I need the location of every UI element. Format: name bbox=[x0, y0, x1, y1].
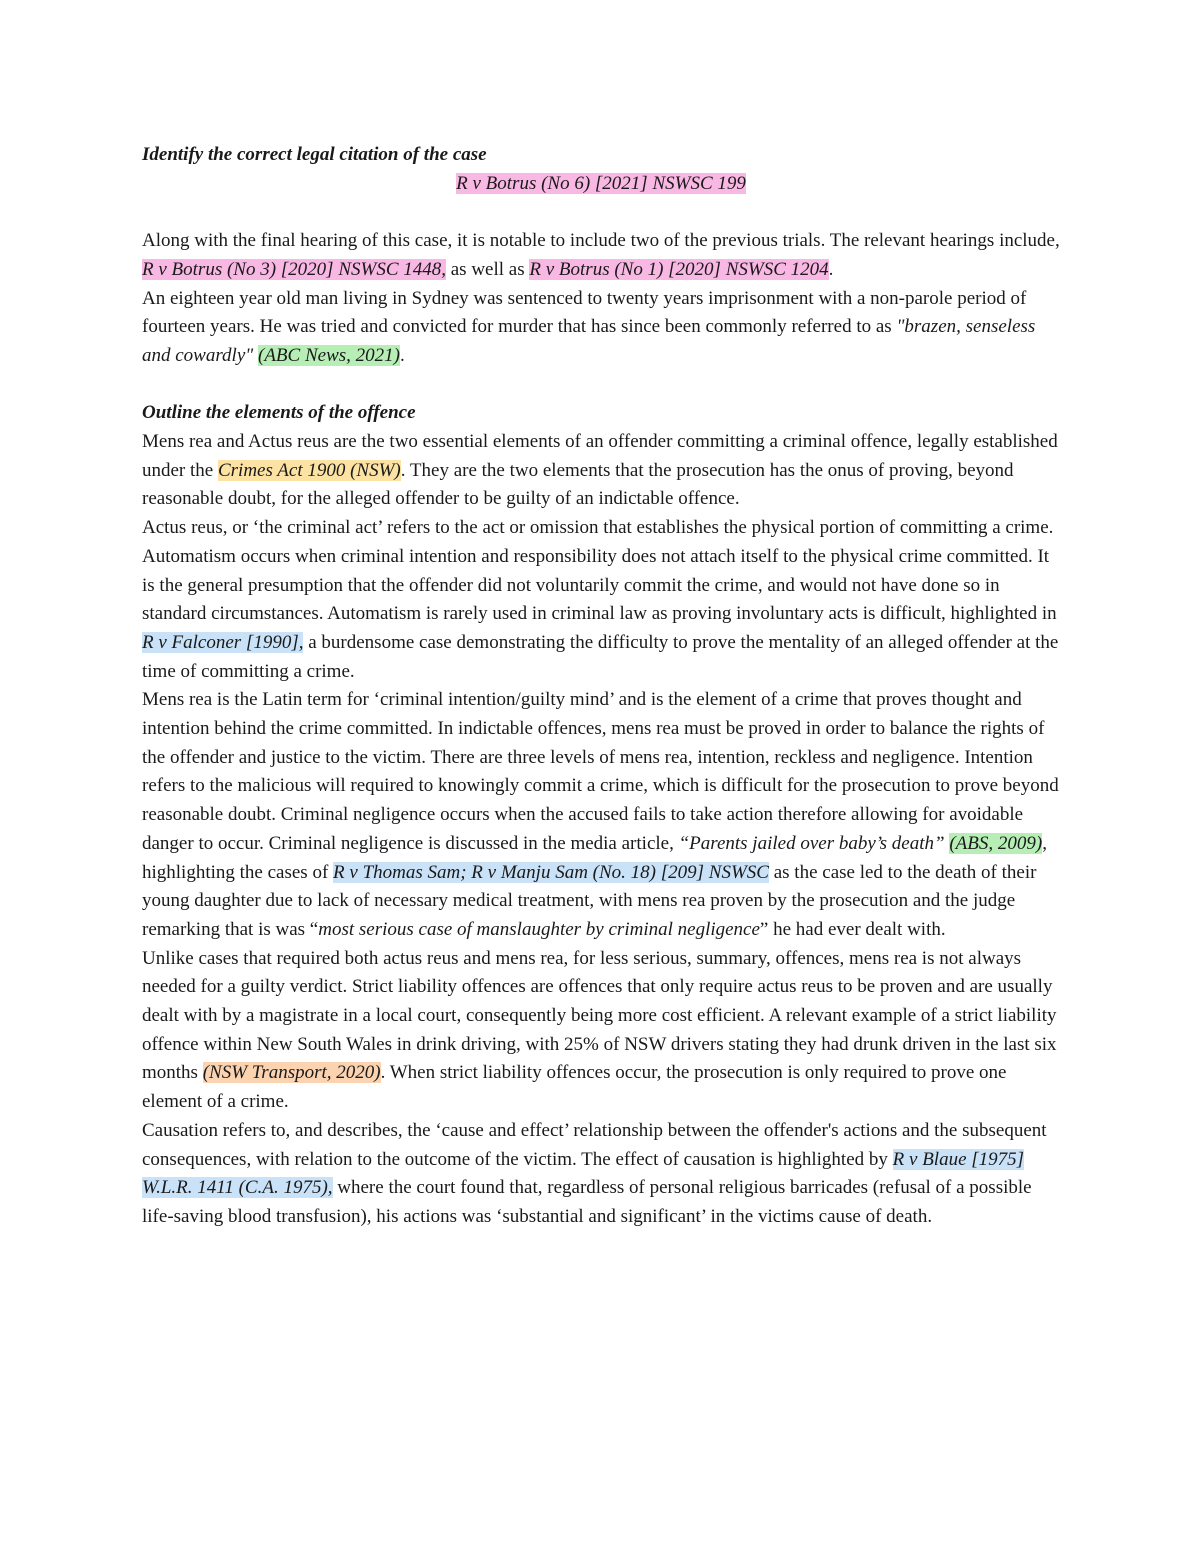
paragraph-causation bbox=[142, 1117, 1060, 1232]
citation-falconer: R v Falconer [1990], bbox=[142, 631, 304, 653]
text-run: . bbox=[399, 344, 405, 366]
citation-crimes-act: Crimes Act 1900 (NSW) bbox=[217, 459, 401, 481]
quote-brazen: "brazen, senseless and cowardly" bbox=[142, 316, 1036, 366]
text-run: a burdensome case demonstrating the difficulty to prove the mentality of an alleged offender at the time of committing a crime. bbox=[142, 631, 1059, 682]
text-run: as the case led to the death of their young daughter due to lack of necessary medical treatment, with mens rea proven by the prosecution and the judge remarking that is was “ bbox=[142, 861, 1037, 940]
quote-article-title: “Parents jailed over baby’s death” bbox=[678, 832, 945, 854]
citation-blaue: R v Blaue [1975] W.L.R. 1411 (C.A. 1975), bbox=[142, 1148, 1025, 1199]
quote-judge: most serious case of manslaughter by criminal negligence bbox=[318, 918, 760, 940]
paragraph-gap bbox=[142, 371, 1060, 400]
text-run: . bbox=[828, 258, 834, 280]
text-run: Along with the final hearing of this case, it is notable to include two of the previous trials. The relevant hearings include, bbox=[142, 230, 1060, 252]
paragraph-gap bbox=[142, 198, 1060, 227]
text-run: as well as bbox=[446, 258, 530, 280]
citation-abc-news: (ABC News, 2021) bbox=[258, 344, 400, 366]
text-run: Causation refers to, and describes, the ‘cause and effect’ relationship between the offender's actions and the subsequent consequences, with relation to the outcome of the victim. The effect of causation is highlighted by bbox=[142, 1119, 1047, 1170]
paragraph-elements bbox=[142, 428, 1060, 514]
text-run: where the court found that, regardless of personal religious barricades (refusal of a possible life-saving blood transfusion), his actions was ‘substantial and significant’ in the victims cause of death. bbox=[142, 1177, 1032, 1227]
paragraph-strict-liability bbox=[142, 945, 1060, 1117]
section-heading-elements: Outline the elements of the offence bbox=[142, 402, 416, 424]
citation-sam: R v Thomas Sam; R v Manju Sam (No. 18) [209] NSWSC bbox=[333, 861, 769, 883]
text-run: Actus reus, or ‘the criminal act’ refers to the act or omission that establishes the physical portion of committing a crime. Automatism occurs when criminal intention and responsibility does not attach itself to the physical crime committed. It is the general presumption that the offender did not voluntarily commit the crime, and would not have done so in standard circumstances. Automatism is rarely used in criminal law as proving involuntary acts is difficult, highlighted in bbox=[142, 517, 1057, 625]
text-run: . They are the two elements that the prosecution has the onus of proving, beyond reasonable doubt, for the alleged offender to be guilty of an indictable offence. bbox=[142, 459, 1014, 510]
text-run: Mens rea and Actus reus are the two essential elements of an offender committing a criminal offence, legally established under the bbox=[142, 431, 1058, 481]
citation-botrus-no1: R v Botrus (No 1) [2020] NSWSC 1204 bbox=[529, 258, 829, 280]
citation-nsw-transport: (NSW Transport, 2020) bbox=[202, 1062, 381, 1084]
paragraph-mens-rea bbox=[142, 686, 1060, 944]
text-run: ” he had ever dealt with. bbox=[759, 918, 946, 940]
text-run: , highlighting the cases of bbox=[142, 832, 1047, 883]
text-run: Unlike cases that required both actus reus and mens rea, for less serious, summary, offences, mens rea is not always needed for a guilty verdict. Strict liability offences are offences that only require actus reus to be proven and are usually dealt with by a magistrate in a local court, consequently being more cost efficient. A relevant example of a strict liability offence within New South Wales in drink driving, with 25% of NSW drivers stating they had drunk driven in the last six months bbox=[142, 947, 1057, 1084]
case-citation: R v Botrus (No 6) [2021] NSWSC 199 bbox=[456, 172, 746, 194]
text-run: An eighteen year old man living in Sydney was sentenced to twenty years imprisonment with a non-parole period of fourteen years. He was tried and convicted for murder that has since been commonly referred to as bbox=[142, 287, 1027, 338]
text-run: . When strict liability offences occur, the prosecution is only required to prove one element of a crime. bbox=[142, 1062, 1007, 1113]
citation-abs: (ABS, 2009) bbox=[949, 832, 1043, 854]
intro-paragraph-hearings bbox=[142, 227, 1060, 284]
citation-botrus-no3: R v Botrus (No 3) [2020] NSWSC 1448, bbox=[142, 258, 446, 280]
text-run: Mens rea is the Latin term for ‘criminal intention/guilty mind’ and is the element of a crime that proves thought and intention behind the crime committed. In indictable offences, mens rea must be proved in order to balance the rights of the offender and justice to the victim. There are three levels of mens rea, intention, reckless and negligence. Intention refers to the malicious will required to knowingly commit a crime, which is difficult for the prosecution to prove beyond reasonable doubt. Criminal negligence occurs when the accused fails to take action therefore allowing for avoidable danger to occur. Criminal negligence is discussed in the media article, bbox=[142, 689, 1059, 854]
case-citation-line bbox=[142, 170, 1060, 199]
section-heading-citation: Identify the correct legal citation of the case bbox=[142, 144, 487, 165]
paragraph-actus-reus bbox=[142, 514, 1060, 686]
intro-paragraph-sentence bbox=[142, 285, 1060, 371]
